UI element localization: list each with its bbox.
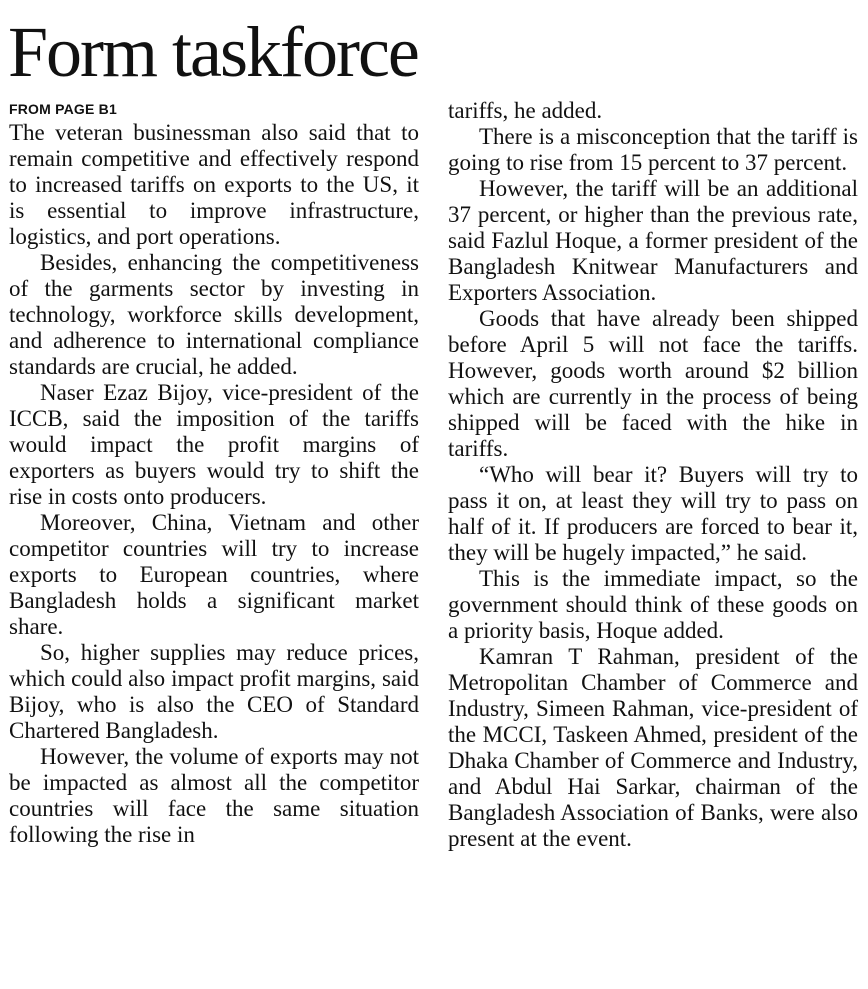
paragraph: There is a misconception that the tariff is going to rise from 15 percent to 37 percent. [448, 124, 858, 175]
paragraph: So, higher supplies may reduce prices, which could also impact profit margins, said Bijoy, who is also the CEO of Standard Chartered Bangladesh. [9, 640, 419, 743]
paragraph: Moreover, China, Vietnam and other competitor countries will try to increase exports to European countries, where Bangladesh holds a significant market share. [9, 510, 419, 639]
paragraph: However, the volume of exports may not be impacted as almost all the competitor countries will face the same situation following the rise in [9, 744, 419, 847]
paragraph: However, the tariff will be an additional 37 percent, or higher than the previous rate, said Fazlul Hoque, a former president of the Bangladesh Knitwear Manufacturers and Exporters Association. [448, 176, 858, 305]
paragraph: Besides, enhancing the competitiveness of the garments sector by investing in technology, workforce skills development, and adherence to international compliance standards are crucial, he added. [9, 250, 419, 379]
paragraph: The veteran businessman also said that to remain competitive and effectively respond to increased tariffs on exports to the US, it is essential to improve infrastructure, logistics, and port operations. [9, 120, 419, 249]
paragraph: Naser Ezaz Bijoy, vice-president of the ICCB, said the imposition of the tariffs would impact the profit margins of exporters as buyers would try to shift the rise in costs onto producers. [9, 380, 419, 509]
article-column-left [9, 98, 419, 848]
article-column-right [448, 98, 858, 852]
paragraph: Kamran T Rahman, president of the Metropolitan Chamber of Commerce and Industry, Simeen Rahman, vice-president of the MCCI, Taskeen Ahmed, president of the Dhaka Chamber of Commerce and Industry, and Abdul Hai Sarkar, chairman of the Bangladesh Association of Banks, were also present at the event. [448, 644, 858, 851]
headline: Form taskforce [8, 12, 418, 92]
paragraph: “Who will bear it? Buyers will try to pass it on, at least they will try to pass on half of it. If producers are forced to bear it, they will be hugely impacted,” he said. [448, 462, 858, 565]
jump-label: FROM PAGE B1 [9, 101, 117, 117]
paragraph: Goods that have already been shipped before April 5 will not face the tariffs. However, goods worth around $2 billion which are currently in the process of being shipped will be faced with the hike in tariffs. [448, 306, 858, 461]
paragraph-continuation: tariffs, he added. [448, 98, 603, 123]
paragraph: This is the immediate impact, so the government should think of these goods on a priority basis, Hoque added. [448, 566, 858, 643]
